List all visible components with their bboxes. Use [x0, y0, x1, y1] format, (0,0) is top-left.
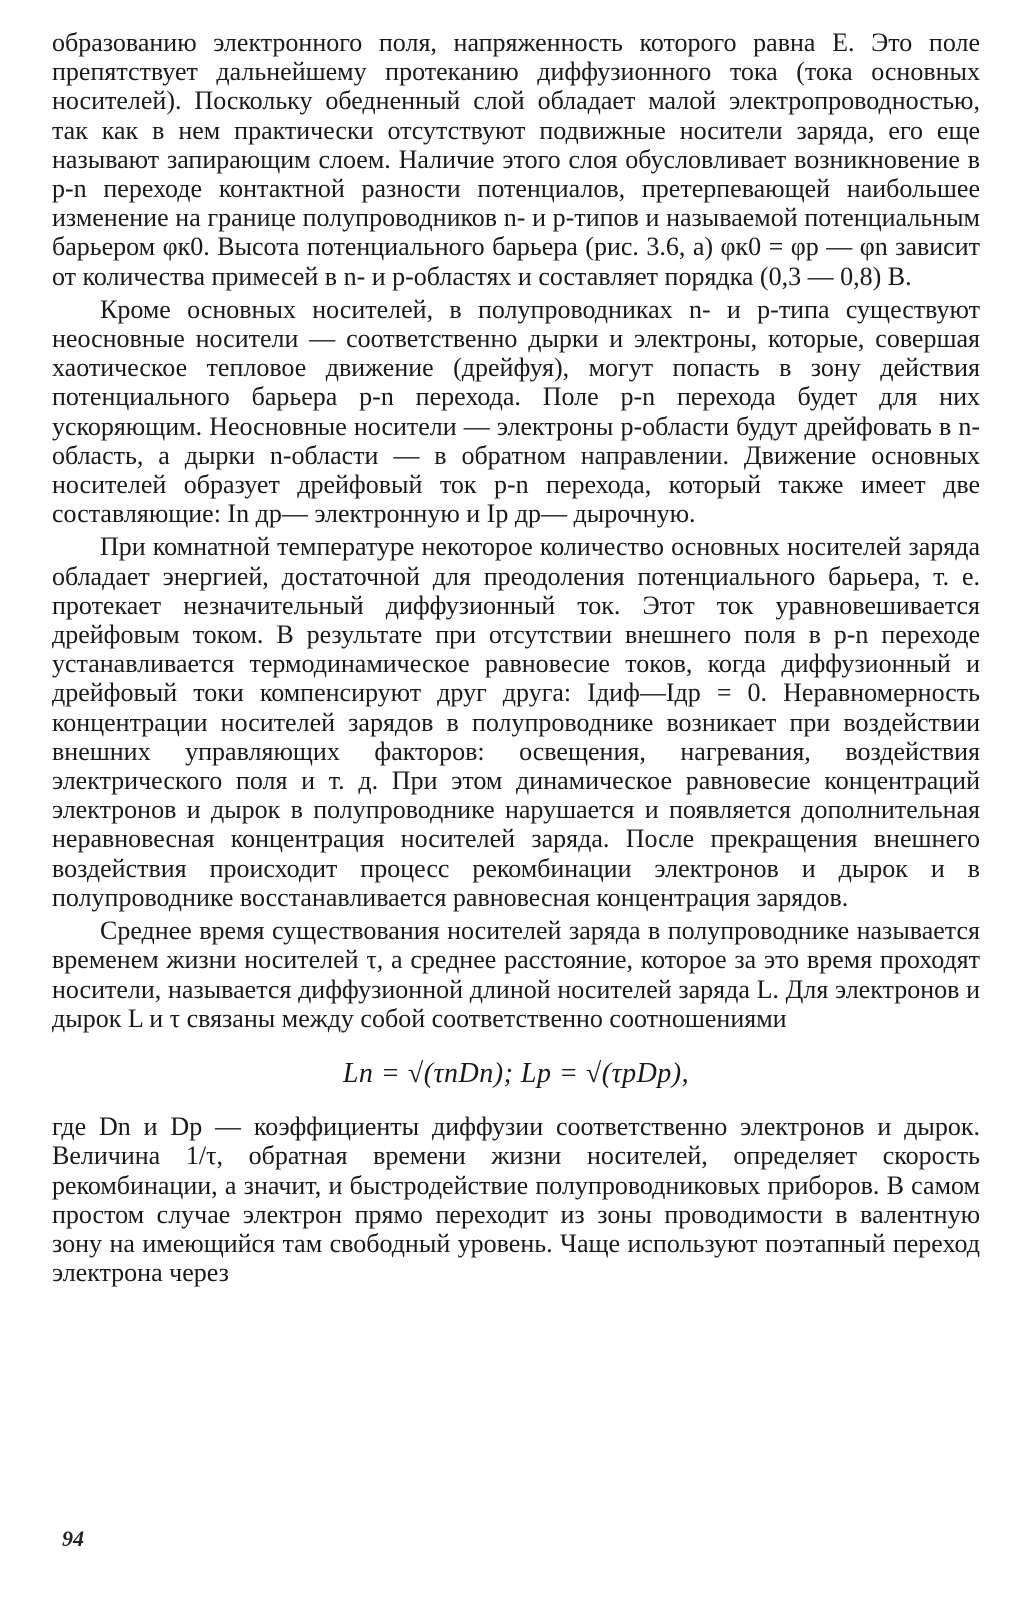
paragraph-3: При комнатной температуре некоторое количество основных носителей заряда обладает энергией, достаточной для преодоления потенциального барьера, т. е. протекает незначительный диффузионный ток. Этот ток уравновешивается дрейфовым током. В результате при отсутствии внешнего поля в p-n переходе устанавливается термодинамическое равновесие токов, когда диффузионный и дрейфовый токи компенсируют друг друга: Iдиф—Iдр = 0. Неравномерность концентрации носителей зарядов в полупроводнике возникает при воздействии внешних управляющих факторов: освещения, нагревания, воздействия электрического поля и т. д. При этом динамическое равновесие концентраций электронов и дырок в полупроводнике нарушается и появляется дополнительная неравновесная концентрация носителей заряда. После прекращения внешнего воздействия происходит процесс рекомбинации электронов и дырок и в полупроводнике восстанавливается равновесная концентрация зарядов.: [52, 532, 980, 912]
diffusion-length-formula: Ln = √(τnDn); Lp = √(τpDp),: [342, 1057, 690, 1089]
paragraph-1: образованию электронного поля, напряженность которого равна E. Это поле препятствует дальнейшему протеканию диффузионного тока (тока основных носителей). Поскольку обедненный слой обладает малой электропроводностью, так как в нем практически отсутствуют подвижные носители заряда, его еще называют запирающим слоем. Наличие этого слоя обусловливает возникновение в p-n переходе контактной разности потенциалов, претерпевающей наибольшее изменение на границе полупроводников n- и p-типов и называемой потенциальным барьером φк0. Высота потенциального барьера (рис. 3.6, а) φк0 = φp — φn зависит от количества примесей в n- и p-областях и составляет порядка (0,3 — 0,8) В.: [52, 28, 980, 291]
page-number: 94: [62, 1526, 84, 1551]
paragraph-5: где Dn и Dp — коэффициенты диффузии соответственно электронов и дырок. Величина 1/τ, обратная времени жизни носителей, определяет скорость рекомбинации, а значит, и быстродействие полупроводниковых приборов. В самом простом случае электрон прямо переходит из зоны проводимости в валентную зону на имеющийся там свободный уровень. Чаще используют поэтапный переход электрона через: [52, 1112, 980, 1288]
page-body: [52, 28, 980, 1568]
paragraph-4: Среднее время существования носителей заряда в полупроводнике называется временем жизни носителей τ, а среднее расстояние, которое за это время проходят носители, называется диффузионной длиной носителей заряда L. Для электронов и дырок L и τ связаны между собой соответственно соотношениями: [52, 916, 980, 1033]
paragraph-2: Кроме основных носителей, в полупроводниках n- и p-типа существуют неосновные носители — соответственно дырки и электроны, которые, совершая хаотическое тепловое движение (дрейфуя), могут попасть в зону действия потенциального барьера p-n перехода. Поле p-n перехода будет для них ускоряющим. Неосновные носители — электроны p-области будут дрейфовать в n-область, а дырки n-области — в обратном направлении. Движение основных носителей образует дрейфовый ток p-n перехода, который также имеет две составляющие: In др— электронную и Ip др— дырочную.: [52, 294, 980, 529]
